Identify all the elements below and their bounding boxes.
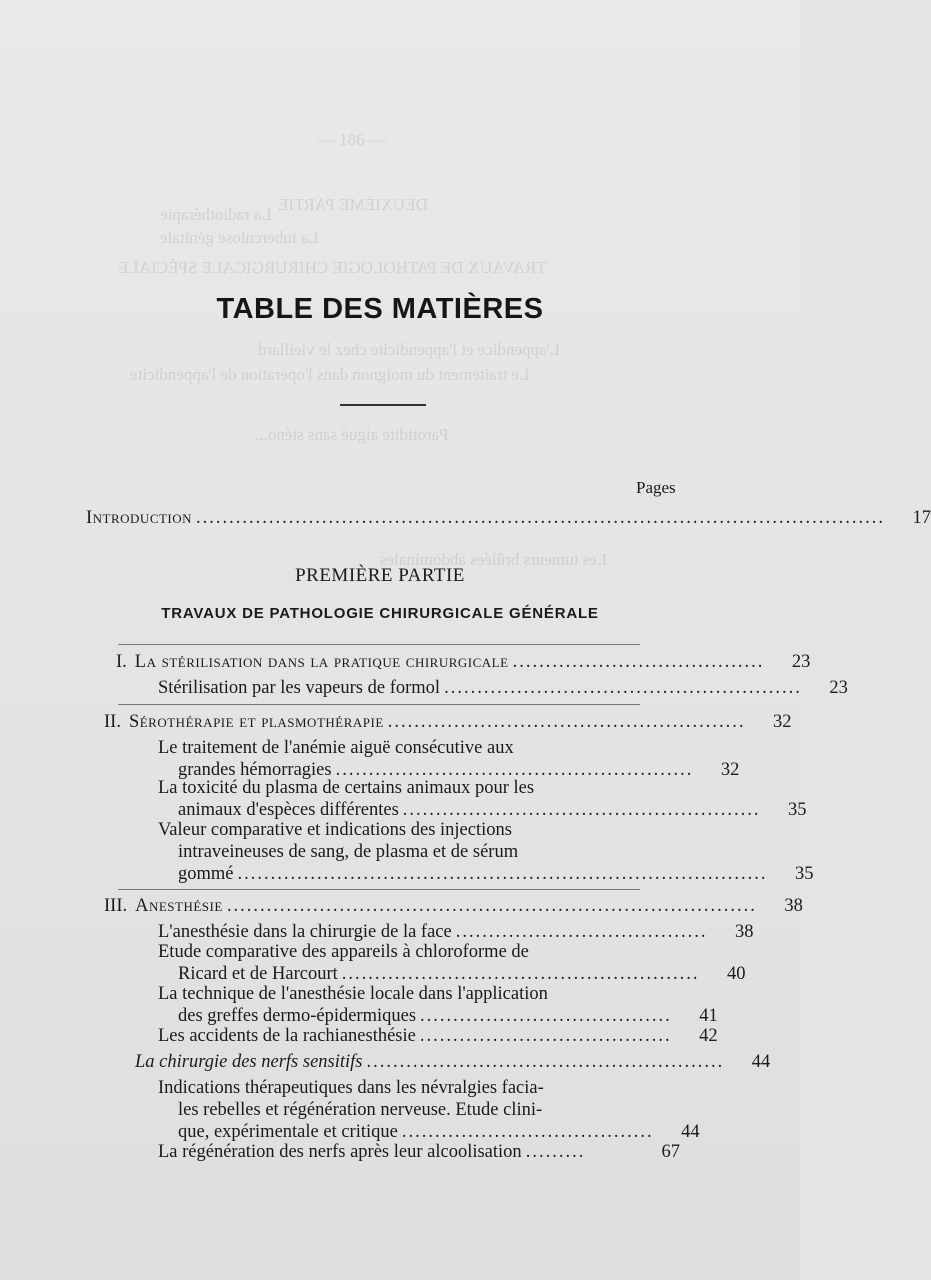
toc-entry[interactable] — [178, 863, 814, 885]
toc-page-number: 44 — [681, 1122, 700, 1142]
toc-entry-line: les rebelles et régénération nerveuse. Etude clini- — [178, 1100, 543, 1120]
dot-leader: ...................................... — [512, 652, 765, 672]
toc-page-number: 40 — [727, 964, 746, 984]
toc-page-number: 67 — [661, 1142, 680, 1162]
bleed-through-text: TRAVAUX DE PATHOLOGIE CHIRURGICALE SPÉCIALE — [118, 258, 547, 277]
toc-page-number: 38 — [734, 922, 754, 942]
dot-leader: ................................................................................ — [226, 896, 757, 916]
part-title: PREMIÈRE PARTIE — [295, 565, 465, 586]
toc-page-number: 23 — [791, 652, 811, 672]
toc-entry-label: des greffes dermo-épidermiques — [178, 1006, 417, 1026]
toc-entry-line: Valeur comparative et indications des injections — [158, 820, 512, 840]
toc-page-number: 35 — [795, 864, 814, 884]
toc-entry-line: Etude comparative des appareils à chloroforme de — [158, 942, 529, 962]
toc-entry-label: animaux d'espèces différentes — [178, 800, 399, 820]
toc-entry[interactable] — [158, 1025, 718, 1047]
part-subtitle: TRAVAUX DE PATHOLOGIE CHIRURGICALE GÉNÉRALE — [161, 605, 599, 622]
toc-entry-label: Stérilisation par les vapeurs de formol — [158, 678, 441, 698]
dot-leader: ...................................................... — [335, 760, 694, 780]
dot-leader: ...................................... — [419, 1026, 672, 1046]
toc-page-number: 17 — [912, 508, 931, 528]
bleed-through-text: Le traitement du moignon dans l'opération de l'appendicite — [130, 365, 530, 384]
toc-entry-line: Indications thérapeutiques dans les névralgies facia- — [158, 1078, 544, 1098]
toc-entry-line: La technique de l'anesthésie locale dans l'application — [158, 984, 548, 1004]
section-number: I. — [116, 652, 127, 672]
toc-page-number: 35 — [788, 800, 807, 820]
section-divider — [118, 704, 640, 705]
dot-leader: ...................................................... — [402, 800, 761, 820]
toc-page-number: 32 — [773, 712, 792, 732]
toc-entry[interactable] — [178, 963, 746, 985]
toc-entry-introduction[interactable] — [86, 507, 931, 529]
section-title: Sérothérapie et plasmothérapie — [128, 712, 384, 732]
toc-entry[interactable] — [178, 1005, 718, 1027]
bleed-through-text: — 186 — — [318, 130, 386, 149]
dot-leader: ...................................................... — [444, 678, 802, 698]
toc-entry[interactable] — [178, 799, 807, 821]
bleed-through-text: L'appendice et l'appendicite chez le vieillard — [258, 340, 561, 359]
section-divider — [118, 644, 640, 645]
toc-page-number: 44 — [751, 1052, 771, 1072]
toc-page-number: 42 — [699, 1026, 718, 1046]
dot-leader: ...................................... — [455, 922, 708, 942]
toc-subsection-nerfs[interactable] — [135, 1051, 771, 1073]
toc-entry-label: grandes hémorragies — [178, 760, 332, 780]
section-title: La stérilisation dans la pratique chirurgicale — [134, 652, 509, 672]
toc-entry-label: Ricard et de Harcourt — [178, 964, 338, 984]
dot-leader: ...................................................... — [366, 1052, 725, 1072]
section-number: II. — [104, 712, 121, 732]
dot-leader: ................................................................................ — [237, 864, 768, 884]
page-title: TABLE DES MATIÈRES — [216, 293, 544, 325]
toc-page-number: 32 — [720, 760, 740, 780]
toc-entry-line: intraveineuses de sang, de plasma et de sérum — [178, 842, 519, 862]
toc-page-number: 23 — [829, 678, 848, 698]
bleed-through-text: Les tumeurs brûlées abdominales — [380, 550, 608, 569]
toc-entry[interactable] — [178, 1121, 700, 1143]
pages-column-header: Pages — [636, 478, 676, 497]
section-number: III. — [104, 896, 128, 916]
toc-entry[interactable] — [158, 921, 754, 943]
title-rule — [340, 404, 426, 406]
section-divider — [118, 889, 640, 890]
toc-entry-label: que, expérimentale et critique — [178, 1122, 398, 1142]
toc-entry-label: Les accidents de la rachianesthésie — [158, 1026, 416, 1046]
bleed-through-text: La tuberculose génitale — [160, 228, 319, 247]
dot-leader: ...................................................... — [387, 712, 746, 732]
toc-page-number: 38 — [784, 896, 803, 916]
bleed-through-text: Parotidite aiguë sans sténo... — [255, 425, 449, 444]
bleed-through-text: La radiothérapie — [160, 205, 272, 224]
dot-leader: ...................................... — [401, 1122, 654, 1142]
section-title: Anesthésie — [135, 896, 223, 916]
subsection-title: La chirurgie des nerfs sensitifs — [135, 1052, 363, 1072]
toc-section-sterilisation[interactable] — [116, 651, 811, 673]
toc-entry-line: La toxicité du plasma de certains animaux pour les — [158, 778, 535, 798]
dot-leader: ......... — [525, 1142, 586, 1162]
toc-entry-label: L'anesthésie dans la chirurgie de la face — [158, 922, 452, 942]
bleed-through-text: DEUXIÈME PARTIE — [278, 195, 428, 214]
toc-entry-label: gommé — [178, 864, 234, 884]
toc-entry-line: Le traitement de l'anémie aiguë consécutive aux — [158, 738, 514, 758]
toc-entry-label: Introduction — [86, 508, 193, 528]
dot-leader: ...................................... — [420, 1006, 672, 1026]
toc-section-anesthesie[interactable] — [104, 895, 803, 917]
toc-page-number: 41 — [699, 1006, 718, 1026]
toc-entry[interactable] — [158, 1141, 680, 1163]
dot-leader: ........................................................................................................ — [196, 508, 886, 528]
toc-entry-label: La régénération des nerfs après leur alcoolisation — [158, 1142, 522, 1162]
toc-section-serotherapie[interactable] — [104, 711, 792, 733]
dot-leader: ...................................................... — [341, 964, 700, 984]
toc-entry[interactable] — [158, 677, 848, 699]
